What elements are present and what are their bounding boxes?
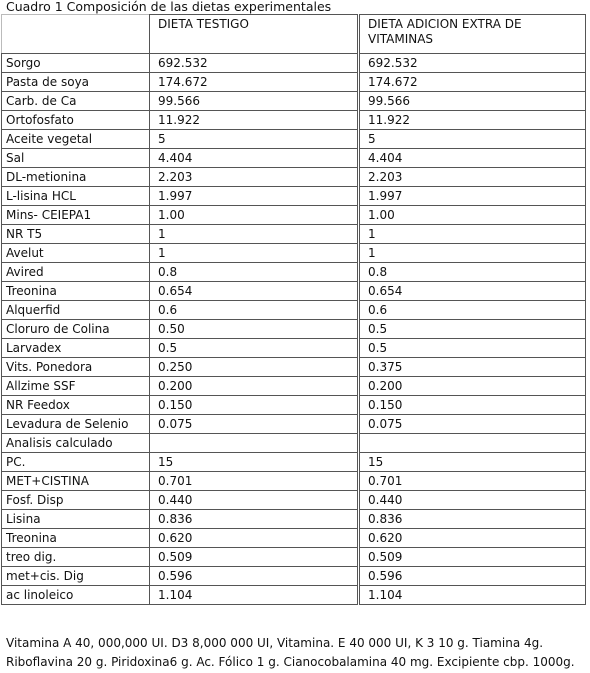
dieta-testigo-value-cell: 1.00	[150, 206, 359, 225]
ingredient-cell: Avelut	[2, 244, 150, 263]
dieta-vitaminas-value-cell: 99.566	[359, 92, 586, 111]
dieta-testigo-value-cell: 0.701	[150, 472, 359, 491]
ingredient-cell: Vits. Ponedora	[2, 358, 150, 377]
table-row	[2, 320, 586, 339]
ingredient-cell: Sal	[2, 149, 150, 168]
dieta-testigo-value-cell: 0.654	[150, 282, 359, 301]
table-row	[2, 301, 586, 320]
table-row	[2, 586, 586, 605]
diet-composition-table	[1, 14, 586, 605]
ingredient-cell: NR Feedox	[2, 396, 150, 415]
dieta-testigo-value-cell: 0.50	[150, 320, 359, 339]
dieta-vitaminas-value-cell: 4.404	[359, 149, 586, 168]
dieta-vitaminas-value-cell: 174.672	[359, 73, 586, 92]
dieta-vitaminas-value-cell: 0.836	[359, 510, 586, 529]
table-row	[2, 472, 586, 491]
table-row	[2, 244, 586, 263]
table-row	[2, 529, 586, 548]
dieta-vitaminas-value-cell: 1.104	[359, 586, 586, 605]
dieta-testigo-value-cell: 1	[150, 244, 359, 263]
dieta-vitaminas-value-cell: 692.532	[359, 54, 586, 73]
ingredient-cell: Ortofosfato	[2, 111, 150, 130]
ingredient-cell: Cloruro de Colina	[2, 320, 150, 339]
dieta-vitaminas-value-cell: 0.8	[359, 263, 586, 282]
dieta-vitaminas-value-cell: 11.922	[359, 111, 586, 130]
dieta-testigo-value-cell: 1.997	[150, 187, 359, 206]
table-row	[2, 415, 586, 434]
dieta-vitaminas-value-cell: 15	[359, 453, 586, 472]
ingredient-cell: Fosf. Disp	[2, 491, 150, 510]
dieta-testigo-value-cell: 0.620	[150, 529, 359, 548]
table-row	[2, 491, 586, 510]
dieta-testigo-value-cell: 1.104	[150, 586, 359, 605]
dieta-vitaminas-value-cell: 5	[359, 130, 586, 149]
dieta-testigo-value-cell: 11.922	[150, 111, 359, 130]
ingredient-cell: Treonina	[2, 282, 150, 301]
ingredient-cell: Analisis calculado	[2, 434, 150, 453]
dieta-vitaminas-value-cell: 0.5	[359, 320, 586, 339]
table-row	[2, 377, 586, 396]
dieta-vitaminas-value-cell: 0.701	[359, 472, 586, 491]
header-cell-dieta-testigo: DIETA TESTIGO	[150, 15, 359, 54]
dieta-testigo-value-cell: 0.5	[150, 339, 359, 358]
dieta-vitaminas-value-cell: 0.596	[359, 567, 586, 586]
dieta-vitaminas-value-cell: 0.620	[359, 529, 586, 548]
dieta-testigo-value-cell: 0.150	[150, 396, 359, 415]
dieta-testigo-value-cell: 4.404	[150, 149, 359, 168]
ingredient-cell: Pasta de soya	[2, 73, 150, 92]
dieta-vitaminas-value-cell: 1.00	[359, 206, 586, 225]
ingredient-cell: met+cis. Dig	[2, 567, 150, 586]
ingredient-cell: Sorgo	[2, 54, 150, 73]
table-row	[2, 206, 586, 225]
dieta-testigo-value-cell: 0.8	[150, 263, 359, 282]
ingredient-cell: Aceite vegetal	[2, 130, 150, 149]
dieta-vitaminas-value-cell	[359, 434, 586, 453]
ingredient-cell: Levadura de Selenio	[2, 415, 150, 434]
table-row	[2, 187, 586, 206]
dieta-vitaminas-value-cell: 0.375	[359, 358, 586, 377]
dieta-testigo-value-cell: 0.075	[150, 415, 359, 434]
table-row	[2, 358, 586, 377]
ingredient-cell: Lisina	[2, 510, 150, 529]
table-header-row	[2, 15, 586, 54]
dieta-testigo-value-cell: 0.836	[150, 510, 359, 529]
dieta-testigo-value-cell: 0.250	[150, 358, 359, 377]
ingredient-cell: MET+CISTINA	[2, 472, 150, 491]
dieta-vitaminas-value-cell: 0.075	[359, 415, 586, 434]
dieta-testigo-value-cell: 0.596	[150, 567, 359, 586]
table-row	[2, 54, 586, 73]
table-row	[2, 282, 586, 301]
ingredient-cell: DL-metionina	[2, 168, 150, 187]
ingredient-cell: ac linoleico	[2, 586, 150, 605]
dieta-testigo-value-cell: 0.440	[150, 491, 359, 510]
ingredient-cell: Larvadex	[2, 339, 150, 358]
ingredient-cell: NR T5	[2, 225, 150, 244]
ingredient-cell: Avired	[2, 263, 150, 282]
dieta-testigo-value-cell: 174.672	[150, 73, 359, 92]
dieta-testigo-value-cell: 0.509	[150, 548, 359, 567]
table-row	[2, 263, 586, 282]
ingredient-cell: Alquerfid	[2, 301, 150, 320]
ingredient-cell: Treonina	[2, 529, 150, 548]
table-row	[2, 548, 586, 567]
dieta-testigo-value-cell	[150, 434, 359, 453]
dieta-vitaminas-value-cell: 0.6	[359, 301, 586, 320]
ingredient-cell: treo dig.	[2, 548, 150, 567]
table-footnote: Vitamina A 40, 000,000 UI. D3 8,000 000 UI, Vitamina. E 40 000 UI, K 3 10 g. Tiamina 4g. Riboflavina 20 g. Piridoxina6 g. Ac. Fólico 1 g. Cianocobalamina 40 mg. Excipiente cbp. 1000g.	[6, 636, 575, 669]
dieta-testigo-value-cell: 99.566	[150, 92, 359, 111]
table-row	[2, 396, 586, 415]
dieta-testigo-value-cell: 5	[150, 130, 359, 149]
header-cell-ingredient	[2, 15, 150, 54]
table-row	[2, 130, 586, 149]
dieta-vitaminas-value-cell: 1	[359, 225, 586, 244]
ingredient-cell: PC.	[2, 453, 150, 472]
dieta-testigo-value-cell: 2.203	[150, 168, 359, 187]
table-row	[2, 92, 586, 111]
dieta-testigo-value-cell: 0.200	[150, 377, 359, 396]
dieta-testigo-value-cell: 0.6	[150, 301, 359, 320]
dieta-vitaminas-value-cell: 2.203	[359, 168, 586, 187]
dieta-vitaminas-value-cell: 0.5	[359, 339, 586, 358]
dieta-vitaminas-value-cell: 0.440	[359, 491, 586, 510]
table-row	[2, 73, 586, 92]
table-row	[2, 510, 586, 529]
table-body	[2, 15, 586, 605]
dieta-vitaminas-value-cell: 0.150	[359, 396, 586, 415]
dieta-vitaminas-value-cell: 1	[359, 244, 586, 263]
table-row	[2, 434, 586, 453]
dieta-vitaminas-value-cell: 0.654	[359, 282, 586, 301]
ingredient-cell: Mins- CEIEPA1	[2, 206, 150, 225]
dieta-vitaminas-value-cell: 0.200	[359, 377, 586, 396]
dieta-vitaminas-value-cell: 1.997	[359, 187, 586, 206]
dieta-vitaminas-value-cell: 0.509	[359, 548, 586, 567]
table-row	[2, 567, 586, 586]
table-row	[2, 149, 586, 168]
ingredient-cell: Allzime SSF	[2, 377, 150, 396]
table-row	[2, 111, 586, 130]
table-caption: Cuadro 1 Composición de las dietas experimentales	[6, 0, 332, 14]
table-row	[2, 168, 586, 187]
table-row	[2, 225, 586, 244]
ingredient-cell: Carb. de Ca	[2, 92, 150, 111]
ingredient-cell: L-lisina HCL	[2, 187, 150, 206]
table-row	[2, 339, 586, 358]
header-cell-dieta-adicion-vitaminas: DIETA ADICION EXTRA DE VITAMINAS	[359, 15, 586, 54]
dieta-testigo-value-cell: 1	[150, 225, 359, 244]
dieta-testigo-value-cell: 692.532	[150, 54, 359, 73]
table-row	[2, 453, 586, 472]
dieta-testigo-value-cell: 15	[150, 453, 359, 472]
